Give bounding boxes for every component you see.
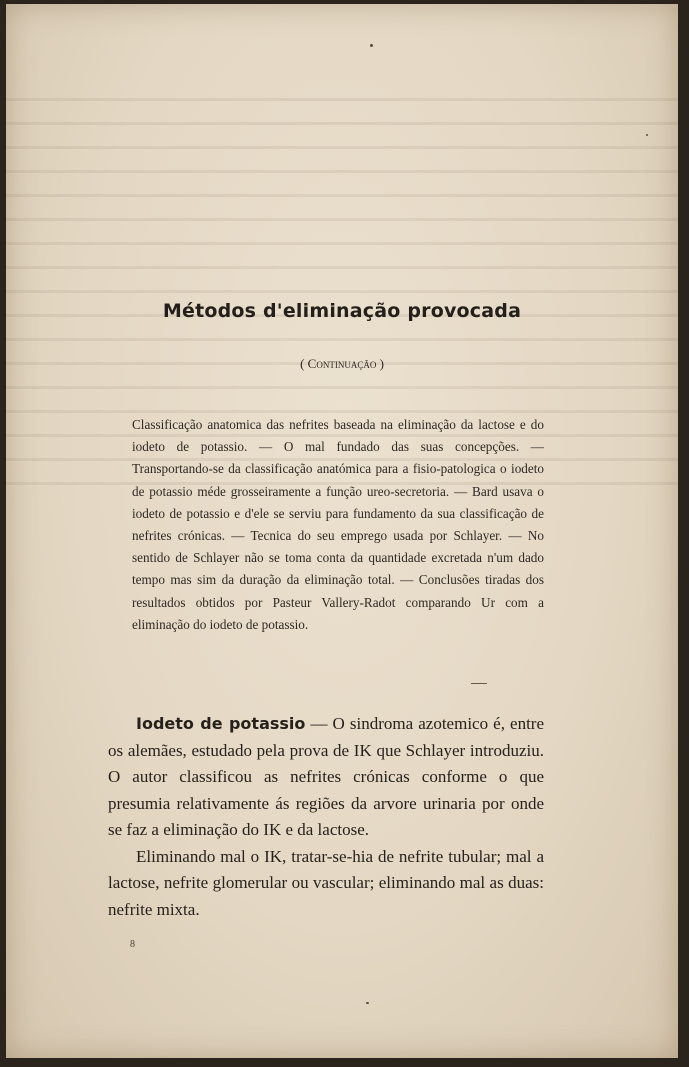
paragraph-2: Eliminando mal o IK, tratar-se-hia de nefrite tubular; mal a lactose, nefrite glomerular ou vascular; eliminando mal as duas: nefrite mixta. [108, 846, 544, 919]
paragraph-1-term: Iodeto de potassio [136, 714, 306, 733]
body-text [108, 711, 544, 923]
chapter-title: Métodos d'eliminação provocada [162, 300, 522, 322]
chapter-subtitle: ( Continuação ) [300, 356, 384, 371]
paper-speck [370, 44, 373, 47]
book-page [6, 4, 678, 1058]
paper-speck [366, 1002, 369, 1004]
paragraph-1-text: — O sindroma azotemico é, entre os alemães, estudado pela prova de IK que Schlayer introduziu. O autor classificou as nefrites crónicas conforme o que presumia relativamente ás regiões da arvore urinaria por onde se faz a eliminação do IK e da lactose. [108, 714, 545, 839]
chapter-summary [132, 414, 544, 636]
section-divider [471, 683, 487, 684]
paragraph-1 [108, 711, 544, 844]
summary-text: Classificação anatomica das nefrites baseada na eliminação da lactose e do iodeto de potassio. — O mal fundado das suas concepções. — Transportando-se da classificação anatómica para a fisio-patologica o iodeto de potassio méde grosseiramente a função ureo-secretoria. — Bard usava o iodeto de potassio e d'ele se serviu para fundamento da sua classificação de nefrites crónicas. — Tecnica do seu emprego usada por Schlayer. — No sentido de Schlayer não se toma conta da quantidade excretada n'um dado tempo mas sim da duração da eliminação total. — Conclusões tiradas dos resultados obtidos por Pasteur Vallery-Radot comparando Ur com a eliminação do iodeto de potassio. [132, 417, 544, 632]
paper-speck [646, 134, 648, 136]
signature-mark: 8 [130, 939, 135, 950]
